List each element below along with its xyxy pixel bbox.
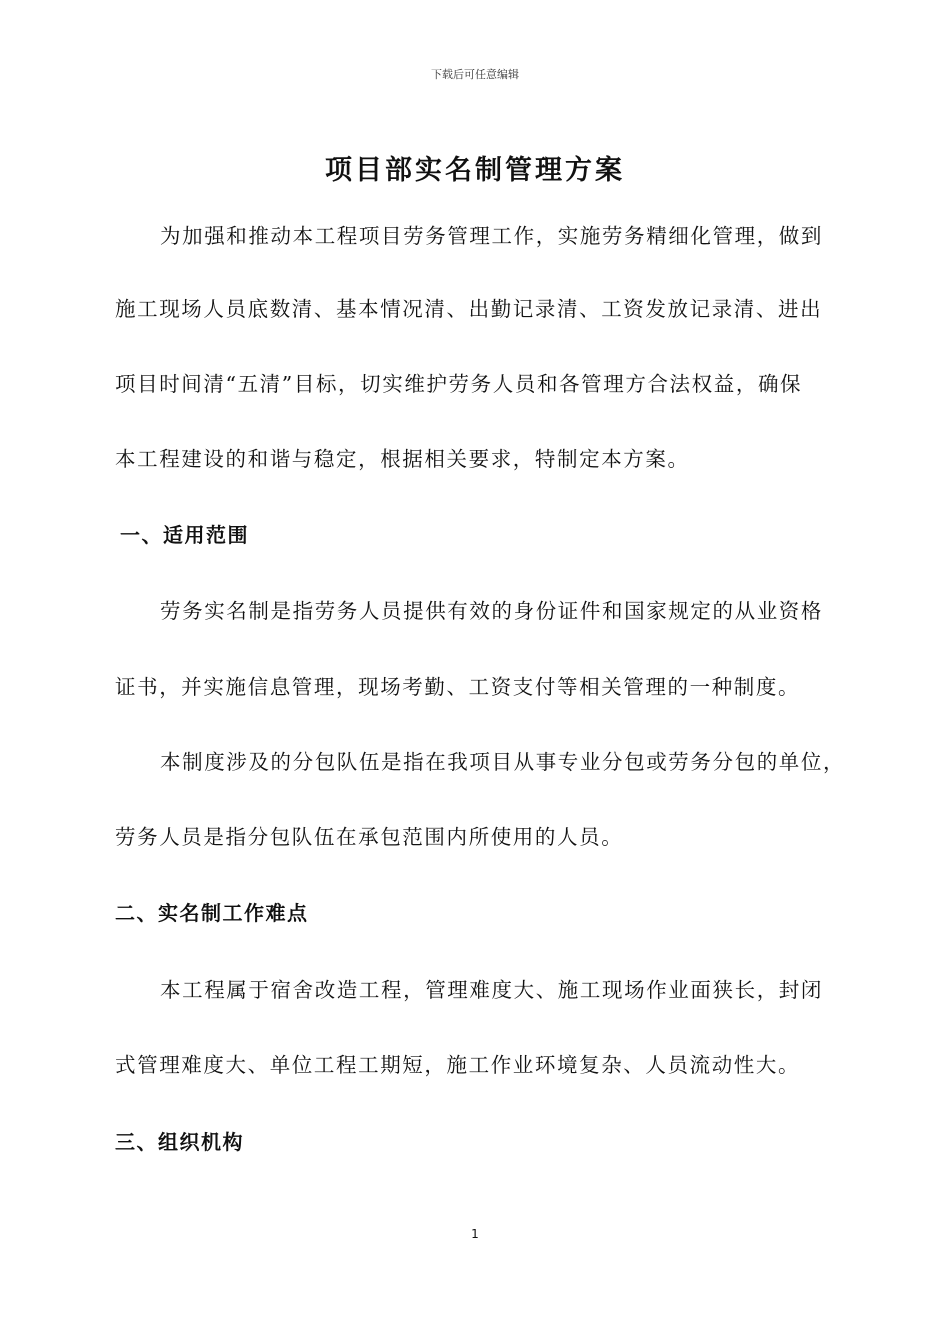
section-heading-3: 三、组织机构 xyxy=(115,1130,244,1154)
page-number: 1 xyxy=(471,1227,479,1241)
intro-line-3: 项目时间清“五清”目标，切实维护劳务人员和各管理方合法权益，确保 xyxy=(115,372,803,396)
intro-line-2: 施工现场人员底数清、基本情况清、出勤记录清、工资发放记录清、进出 xyxy=(115,297,823,321)
section1-para2-line-2: 劳务人员是指分包队伍在承包范围内所使用的人员。 xyxy=(115,825,624,849)
section2-para1-line-1: 本工程属于宿舍改造工程，管理难度大、施工现场作业面狭长，封闭 xyxy=(160,978,823,1002)
section1-para1-line-1: 劳务实名制是指劳务人员提供有效的身份证件和国家规定的从业资格 xyxy=(160,599,823,623)
section-heading-1: 一、适用范围 xyxy=(120,523,249,547)
section1-para1-line-2: 证书，并实施信息管理，现场考勤、工资支付等相关管理的一种制度。 xyxy=(115,675,801,699)
section-heading-2: 二、实名制工作难点 xyxy=(115,901,309,925)
document-title: 项目部实名制管理方案 xyxy=(325,155,625,186)
intro-line-1: 为加强和推动本工程项目劳务管理工作，实施劳务精细化管理，做到 xyxy=(160,224,823,248)
section2-para1-line-2: 式管理难度大、单位工程工期短，施工作业环境复杂、人员流动性大。 xyxy=(115,1053,801,1077)
intro-line-4: 本工程建设的和谐与稳定，根据相关要求，特制定本方案。 xyxy=(115,447,690,471)
header-note: 下载后可任意编辑 xyxy=(431,68,519,81)
section1-para2-line-1: 本制度涉及的分包队伍是指在我项目从事专业分包或劳务分包的单位， xyxy=(160,750,846,774)
